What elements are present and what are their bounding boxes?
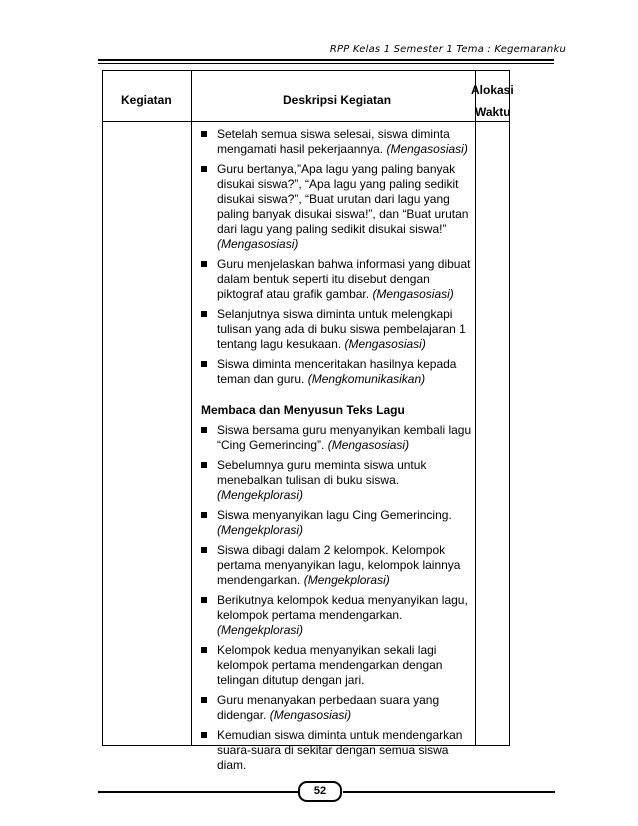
list-item-note: (Mengasosiasi)	[217, 237, 299, 251]
list-item-text: Kemudian siswa diminta untuk mendengarkan suara-suara di sekitar dengan semua siswa diam.	[217, 728, 463, 772]
activity-table	[102, 70, 514, 772]
list-item	[201, 593, 473, 638]
header-deskripsi: Deskripsi Kegiatan	[283, 93, 392, 107]
list-item	[201, 127, 473, 157]
section-heading: Membaca dan Menyusun Teks Lagu	[201, 403, 405, 417]
list-item-text: Guru menanyakan perbedaan suara yang didengar.	[217, 693, 440, 722]
list-item	[201, 423, 473, 453]
list-item-note: (Mengekplorasi)	[217, 623, 304, 637]
square-bullet-icon	[201, 361, 207, 367]
header-alokasi-line2: Waktu	[475, 105, 511, 119]
list-item-note: (Mengekplorasi)	[217, 488, 304, 502]
table-header-divider	[103, 121, 509, 122]
running-header: RPP Kelas 1 Semester 1 Tema : Kegemaranku	[329, 44, 566, 55]
list-item-note: (Mengasosiasi)	[386, 142, 468, 156]
list-item-note: (Mengasosiasi)	[344, 337, 426, 351]
list-item	[201, 643, 473, 688]
footer-rule-left	[98, 791, 298, 793]
list-item	[201, 162, 473, 252]
square-bullet-icon	[201, 647, 207, 653]
square-bullet-icon	[201, 427, 207, 433]
list-item-note: (Mengekplorasi)	[303, 573, 390, 587]
header-alokasi-line1: Alokasi	[471, 83, 514, 97]
list-item	[201, 307, 473, 352]
square-bullet-icon	[201, 261, 207, 267]
footer-rule-right	[343, 791, 555, 793]
list-item-note: (Mengasosiasi)	[327, 438, 410, 452]
list-item	[201, 357, 473, 387]
list-item-text: Siswa menyanyikan lagu Cing Gemerincing.	[217, 508, 452, 522]
list-item-text: Kelompok kedua menyanyikan sekali lagi kelompok pertama mendengarkan dengan telingan ditutup dengan jari.	[217, 643, 443, 687]
header-rule	[98, 59, 554, 64]
list-item-text: Berikutnya kelompok kedua menyanyikan lagu, kelompok pertama mendengarkan.	[217, 593, 468, 622]
list-item	[201, 543, 473, 588]
list-item	[201, 728, 473, 773]
square-bullet-icon	[201, 311, 207, 317]
list-item-text: Guru menjelaskan bahwa informasi yang dibuat dalam bentuk seperti itu disebut dengan piktograf atau grafik gambar.	[217, 257, 471, 301]
list-item-note: (Mengasosiasi)	[372, 287, 454, 301]
list-item-text: Sebelumnya guru meminta siswa untuk menebalkan tulisan di buku siswa.	[217, 458, 427, 487]
square-bullet-icon	[201, 697, 207, 703]
table-column-divider	[191, 71, 192, 745]
activity-list-part1	[201, 127, 473, 387]
square-bullet-icon	[201, 512, 207, 518]
list-item-text: Siswa dibagi dalam 2 kelompok. Kelompok pertama menyanyikan lagu, kelompok lainnya mendengarkan.	[217, 543, 461, 587]
activity-list-part2	[201, 423, 473, 773]
list-item-text: Guru bertanya,”Apa lagu yang paling banyak disukai siswa?”, “Apa lagu yang paling sedikit disukai siswa?”, “Buat urutan dari lagu yang paling banyak disukai siswa!”, dan “Buat urutan dari lagu yang paling sedikit disukai siswa!”	[217, 162, 469, 236]
list-item-note: (Mengkomunikasikan)	[307, 372, 426, 386]
list-item	[201, 458, 473, 503]
list-item-text: Siswa diminta menceritakan hasilnya kepada teman dan guru.	[217, 357, 457, 386]
list-item-text: Siswa bersama guru menyanyikan kembali lagu “Cing Gemerincing”.	[217, 423, 472, 452]
list-item-note: (Mengasosiasi)	[269, 708, 352, 722]
header-kegiatan: Kegiatan	[121, 93, 172, 107]
header-alokasi-waktu	[471, 79, 514, 123]
list-item	[201, 693, 473, 723]
list-item	[201, 257, 473, 302]
table-column-divider	[475, 71, 476, 745]
list-item-text: Selanjutnya siswa diminta untuk melengkapi tulisan yang ada di buku siswa pembelajaran 1 tentang lagu kesukaan.	[217, 307, 466, 351]
square-bullet-icon	[201, 597, 207, 603]
page-number: 52	[298, 781, 342, 802]
square-bullet-icon	[201, 462, 207, 468]
square-bullet-icon	[201, 131, 207, 137]
list-item-note: (Mengekplorasi)	[217, 523, 304, 537]
square-bullet-icon	[201, 732, 207, 738]
deskripsi-cell	[201, 127, 473, 778]
square-bullet-icon	[201, 547, 207, 553]
list-item	[201, 508, 473, 538]
square-bullet-icon	[201, 166, 207, 172]
list-item-text: Setelah semua siswa selesai, siswa diminta mengamati hasil pekerjaannya.	[217, 127, 450, 156]
